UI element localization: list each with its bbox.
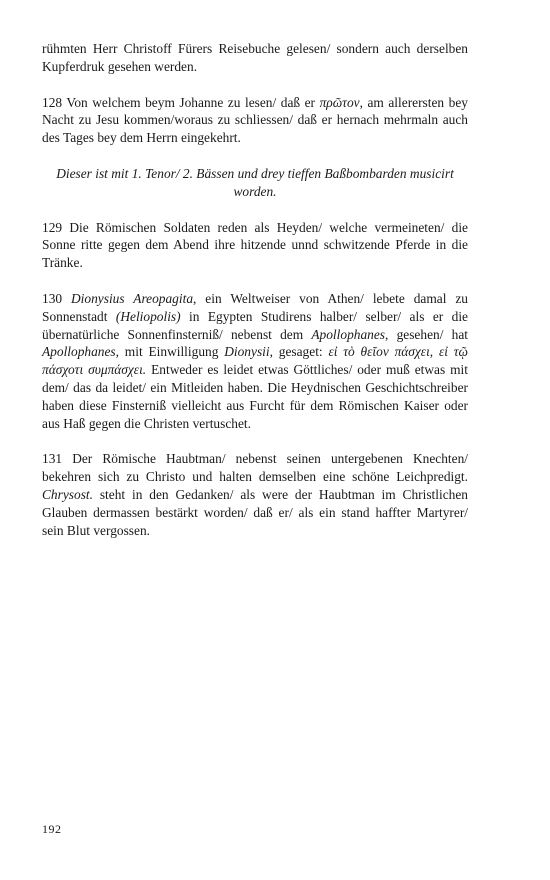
person-name: Apollophanes [42,344,116,360]
person-name: Dionysii [224,344,270,360]
paragraph-text: Entweder es leidet etwas Göttliches/ oder muß etwas mit dem/ das da leidet/ ein Mitleiden haben. Die Heydnischen Geschichtschreiber haben diese Finsterniß vielleicht aus Furcht für dem Römischen Kaiser oder aus Haß gegen die Christen vertuschet. [42,362,468,431]
paragraph-text: in Egypten Studirens halber/ selber/ als er die übernatürliche Sonnenfinsterniß/ nebenst dem [42,308,468,342]
paragraph-128 [42,94,468,147]
author-name: Chrysost. [42,486,93,502]
person-name: Apollophanes [311,326,386,342]
paragraph-text: , am allerersten bey Nacht zu Jesu kommen/woraus zu schliessen/ daß er hernach mehrmaln auch des Tages bey dem Herrn eingekehrt. [42,94,468,146]
greek-word: πρῶτον [319,94,360,110]
paragraph-text: steht in den Gedanken/ als were der Haubtman im Christlichen Glauben dermassen bestärkt worden/ daß er/ als ein stand haffter Martyrer/ sein Blut vergossen. [42,486,468,538]
person-name: Dionysius Areopagita [71,290,194,306]
page-number: 192 [42,822,62,836]
paragraph-text: 130 [42,290,72,306]
greek-quote: εἰ τὸ θεῖον πάσχει, εἰ τῷ πάσχοτι συμπάσχει. [42,344,468,378]
paragraph-text: , mit Einwilligung [115,344,225,360]
performance-note [42,165,468,201]
paragraph-130 [42,290,468,432]
paragraph-text: , gesaget: [269,344,329,360]
paragraph-131 [42,450,468,539]
note-text: Dieser ist mit 1. Tenor/ 2. Bässen und drey tieffen Baßbombarden musicirt worden. [56,165,454,199]
place-name: (Heliopolis) [115,308,181,324]
paragraph-text: 131 Der Römische Haubtman/ nebenst seinen untergebenen Knechten/ bekehren sich zu Christo und halten demselben eine schöne Leichpredigt. [42,451,468,485]
paragraph-text: , ein Weltweiser von Athen/ lebete damal zu Sonnenstadt [42,290,468,324]
paragraph-text: , gesehen/ hat [385,326,468,342]
paragraph-text: 128 Von welchem beym Johanne zu lesen/ daß er [42,94,320,110]
page-body [42,40,468,557]
paragraph-129 [42,219,468,272]
paragraph-text: rühmten Herr Christoff Fürers Reisebuche gelesen/ sondern auch derselben Kupferdruk gesehen werden. [42,41,468,74]
paragraph-continuation [42,40,468,76]
paragraph-text: 129 Die Römischen Soldaten reden als Heyden/ welche vermeineten/ die Sonne ritte gegen dem Abend ihre hitzende unnd schwitzende Pferde in die Tränke. [42,219,468,271]
